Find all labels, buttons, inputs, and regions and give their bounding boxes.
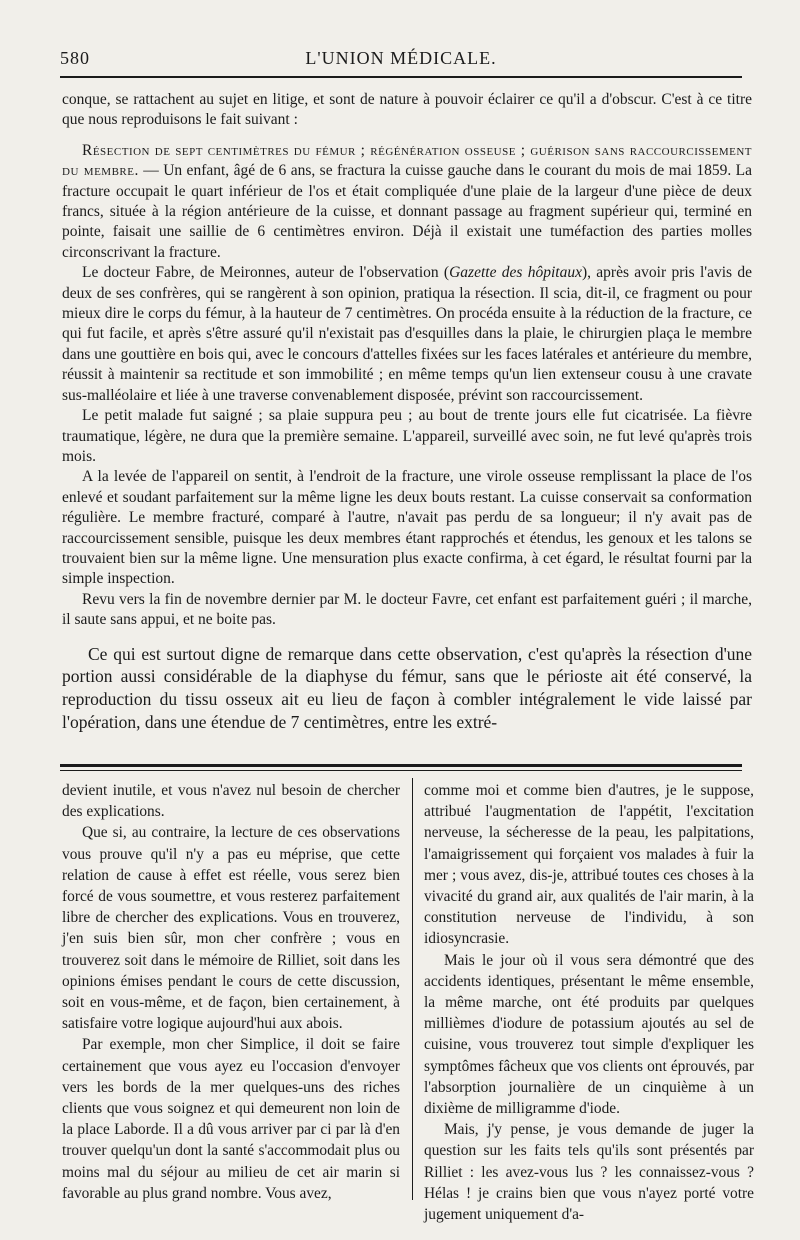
source-citation: Gazette des hôpitaux [449,264,582,282]
intro-paragraph: conque, se rattachent au sujet en litige, et sont de nature à pouvoir éclairer ce qu'il a d'obscur. C'est à ce titre que nous reproduisons le fait suivant : [62,91,752,129]
page-number: 580 [60,48,90,68]
feuilleton-right-column [424,780,754,1225]
feuilleton-left-paragraph-2: Que si, au contraire, la lecture de ces observations vous prouve qu'il n'y a pas eu méprise, que cette relation de cause à effet est réelle, vous serez bien forcé de vous soumettre, et vous resterez parfaitement libre de chercher des explications. Vous en trouverez, j'en suis bien sûr, mon cher confrère ; vous en trouverez soit dans le mémoire de Rilliet, soit dans les opinions émises pendant le cours de cette discussion, soit en vous-même, et de façon, bien certainement, à satisfaire votre logique aujourd'hui aux abois. [62,824,400,1033]
column-divider [412,778,413,1200]
feuilleton-rule-thick [60,764,742,767]
case-paragraph [62,141,752,263]
article-paragraph-5: Revu vers la fin de novembre dernier par M. le docteur Favre, cet enfant est parfaitement guéri ; il marche, il saute sans appui, et ne boite pas. [62,590,752,629]
journal-title: L'UNION MÉDICALE. [305,48,497,68]
article-body [62,90,752,734]
page-header [60,48,742,74]
article-paragraph-6: Ce qui est surtout digne de remarque dans cette observation, c'est qu'après la résection d'une portion aussi considérable de la diaphyse du fémur, sans que le périoste ait été conservé, la reproduction du tissu osseux ait eu lieu de façon à combler intégralement le vide laissé par l'opération, dans une étendue de 7 centimètres, entre les extré- [62,643,752,732]
feuilleton-rule-thin [60,770,742,771]
feuilleton-right-paragraph-1: comme moi et comme bien d'autres, je le suppose, attribué l'augmentation de l'appétit, l'excitation nerveuse, la sécheresse de la peau, les palpitations, l'amaigrissement qui forçaient vos malades à fuir la mer ; vous avez, dis-je, attribué toutes ces choses à la vivacité du grand air, aux qualités de l'air marin, à la constitution nerveuse de l'individu, à son idiosyncrasie. [424,782,754,948]
header-rule [60,76,742,78]
feuilleton-left-paragraph-1: devient inutile, et vous n'avez nul besoin de chercher des explications. [62,782,400,821]
article-paragraph-4: A la levée de l'appareil on sentit, à l'endroit de la fracture, une virole osseuse remplissant la place de l'os enlevé et soudant parfaitement sur la même ligne les deux bouts restant. La cuisse conservait sa conformation régulière. Le membre fracturé, comparé à l'autre, n'avait pas perdu de sa longueur; il n'y avait pas de raccourcissement sensible, puisque les deux membres étant rapprochés et étendus, les genoux et les talons se trouvaient bien sur la même ligne. Une mensuration plus exacte confirma, à cet égard, le résultat fourni par la simple inspection. [62,468,752,588]
feuilleton-left-paragraph-3: Par exemple, mon cher Simplice, il doit se faire certainement que vous ayez eu l'occasion d'envoyer vers les bords de la mer quelques-uns des riches clients que vous soignez et qui demeurent non loin de la place Laborde. Il a dû vous arriver par ci par là d'en trouver quelqu'un dont la santé s'accommodait plus ou moins mal du séjour au milieu de cet air marin si favorable au plus grand nombre. Vous avez, [62,1036,400,1202]
feuilleton-right-paragraph-2: Mais le jour où il vous sera démontré que des accidents identiques, présentant le même ensemble, la même marche, ont été produits par quelques millièmes d'iodure de potassium ajoutés au sel de cuisine, vous trouverez tout simple d'expliquer les symptômes fâcheux que vos clients ont éprouvés, par l'absorption journalière de un cinquième à un dixième de milligramme d'iode. [424,951,754,1118]
feuilleton-left-column [62,780,400,1204]
article-paragraph-3: Le petit malade fut saigné ; sa plaie suppura peu ; au bout de trente jours elle fut cicatrisée. La fièvre traumatique, légère, ne dura que la première semaine. L'appareil, surveillé avec soin, ne fut levé qu'après trois mois. [62,407,752,465]
feuilleton-right-paragraph-3: Mais, j'y pense, je vous demande de juger la question sur les faits tels qu'ils sont présentés par Rilliet : les avez-vous lus ? les connaissez-vous ? Hélas ! je crains bien que vous n'ayez porté votre jugement uniquement d'a- [424,1121,754,1224]
case-text: — Un enfant, âgé de 6 ans, se fractura la cuisse gauche dans le courant du mois de mai 1859. La fracture occupait le quart inférieur de l'os et était compliquée d'une plaie de la largeur d'une pièce de deux francs, située à la région antérieure de la cuisse, et donnant passage au fragment supérieur qui, terminé en pointe, faisait une saillie de 6 centimètres environ. Déjà il existait une tuméfaction des parties molles circonscrivant la fracture. [62,162,752,261]
article-paragraph-2: Le docteur Fabre, de Meironnes, auteur de l'observation (Gazette des hôpitaux), après avoir pris l'avis de deux de ses confrères, qui se rangèrent à son opinion, pratiqua la résection. Il scia, dit-il, ce fragment ou pour mieux dire le corps du fémur, à la hauteur de 7 centimètres. On procéda ensuite à la réduction de la fracture, ce qui fut facile, et après s'être assuré qu'il n'existait pas d'esquilles dans la plaie, le chirurgien plaça le membre dans une gouttière en bois qui, avec le concours d'attelles fixées sur les faces latérales et antérieure du membre, réussit à maintenir sa rectitude et son immobilité ; en même temps qu'un lien extenseur cousu à une cravate sus-malléolaire et liée à une traverse convenablement disposée, prévint son raccourcissement. [62,264,752,404]
case-heading: Résection de sept centimètres du fémur ; régénération osseuse ; guérison sans raccourcissement du membre. [62,141,752,180]
